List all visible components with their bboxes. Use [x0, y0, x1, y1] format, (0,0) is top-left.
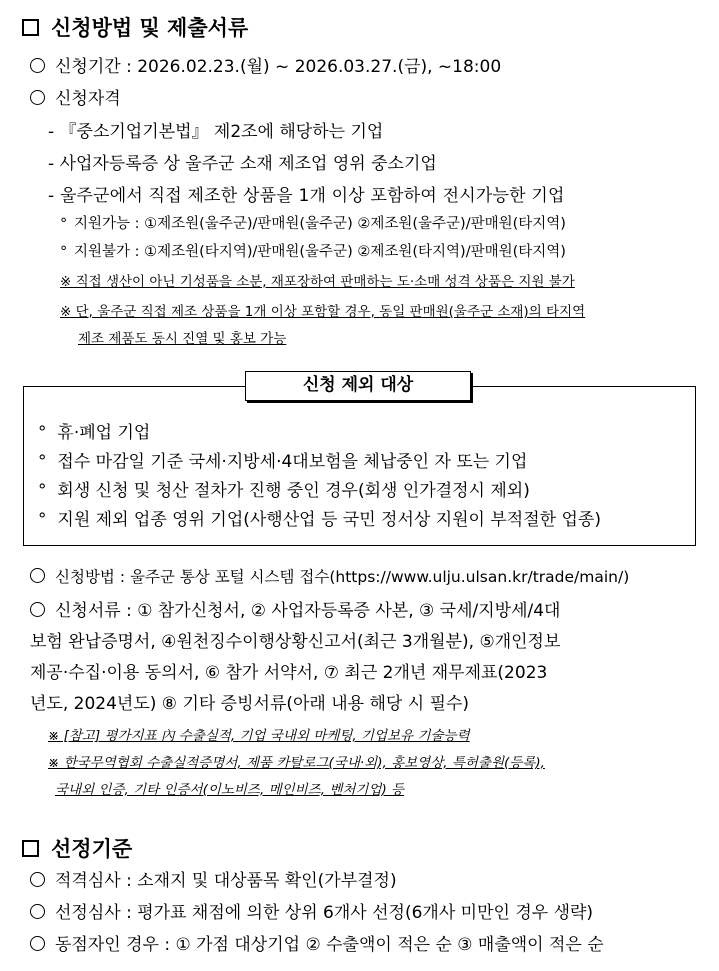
selection-criterion: 선정심사 : 평가표 채점에 의한 상위 6개사 선정(6개사 미만인 경우 생략) [30, 902, 593, 924]
qualification-item: - 사업자등록증 상 울주군 소재 제조업 영위 중소기업 [48, 154, 437, 174]
qualification-item: - 『중소기업기본법』 제2조에 해당하는 기업 [48, 122, 384, 142]
exclusion-title: 신청 제외 대상 [245, 371, 471, 401]
circle-bullet-icon [30, 936, 45, 951]
square-bullet-icon [22, 19, 39, 36]
selection-criterion: 적격심사 : 소재지 및 대상품목 확인(가부결정) [30, 870, 397, 892]
reference-note: ※ 한국무역협회 수출실적증명서, 제품 카탈로그(국내·외), 홍보영상, 특허출원(등록), [48, 755, 545, 771]
circle-bullet-icon [30, 904, 45, 919]
selection-criterion: 동점자인 경우 : ① 가점 대상기업 ② 수출액이 적은 순 ③ 매출액이 적은 순 [30, 934, 604, 956]
qualification-heading: 신청자격 [30, 88, 121, 110]
support-impossible: ° 지원불가 : ①제조원(타지역)/판매원(울주군) ②제조원(타지역)/판매원(타지역) [60, 244, 566, 260]
exclusion-item: ° 지원 제외 업종 영위 기업(사행산업 등 국민 정서상 지원이 부적절한 업종) [38, 510, 601, 530]
note-retail: ※ 직접 생산이 아닌 기성품을 소분, 재포장하여 판매하는 도·소매 성격 상품은 지원 불가 [60, 274, 575, 290]
note-exception: ※ 단, 울주군 직접 제조 상품을 1개 이상 포함할 경우, 동일 판매원(울주군 소재)의 타지역 [60, 304, 586, 320]
square-bullet-icon [22, 840, 39, 857]
circle-bullet-icon [30, 602, 45, 617]
reference-note-cont: 국내외 인증, 기타 인증서(이노비즈, 메인비즈, 벤처기업) 등 [55, 782, 405, 798]
support-possible: ° 지원가능 : ①제조원(울주군)/판매원(울주군) ②제조원(울주군)/판매원(타지역) [60, 216, 566, 232]
application-period: 신청기간 : 2026.02.23.(월) ~ 2026.03.27.(금), ~18:00 [30, 56, 501, 78]
qualification-item: - 울주군에서 직접 제조한 상품을 1개 이상 포함하여 전시가능한 기업 [48, 186, 565, 206]
exclusion-item: ° 휴·폐업 기업 [38, 423, 151, 443]
circle-bullet-icon [30, 872, 45, 887]
documents-line: 신청서류 : ① 참가신청서, ② 사업자등록증 사본, ③ 국세/지방세/4대 [30, 600, 560, 622]
application-method: 신청방법 : 울주군 통상 포털 시스템 접수(https://www.ulju.ulsan.kr/trade/main/) [30, 566, 629, 588]
documents-line: 제공·수집·이용 동의서, ⑥ 참가 서약서, ⑦ 최근 2개년 재무제표(2023 [30, 663, 548, 683]
exclusion-item: ° 접수 마감일 기준 국세·지방세·4대보험을 체납중인 자 또는 기업 [38, 452, 528, 472]
section-title-selection: 선정기준 [22, 836, 132, 862]
section-title-application: 신청방법 및 제출서류 [22, 15, 248, 41]
circle-bullet-icon [30, 90, 45, 105]
note-exception-cont: 제조 제품도 동시 진열 및 홍보 가능 [78, 331, 287, 347]
circle-bullet-icon [30, 58, 45, 73]
documents-line: 년도, 2024년도) ⑧ 기타 증빙서류(아래 내용 해당 시 필수) [30, 694, 470, 714]
reference-note: ※ [참고] 평가지표 內 수출실적, 기업 국내외 마케팅, 기업보유 기술능력 [48, 728, 470, 744]
exclusion-item: ° 회생 신청 및 청산 절차가 진행 중인 경우(회생 인가결정시 제외) [38, 481, 530, 501]
circle-bullet-icon [30, 568, 45, 583]
documents-line: 보험 완납증명서, ④원천징수이행상황신고서(최근 3개월분), ⑤개인정보 [30, 632, 561, 652]
